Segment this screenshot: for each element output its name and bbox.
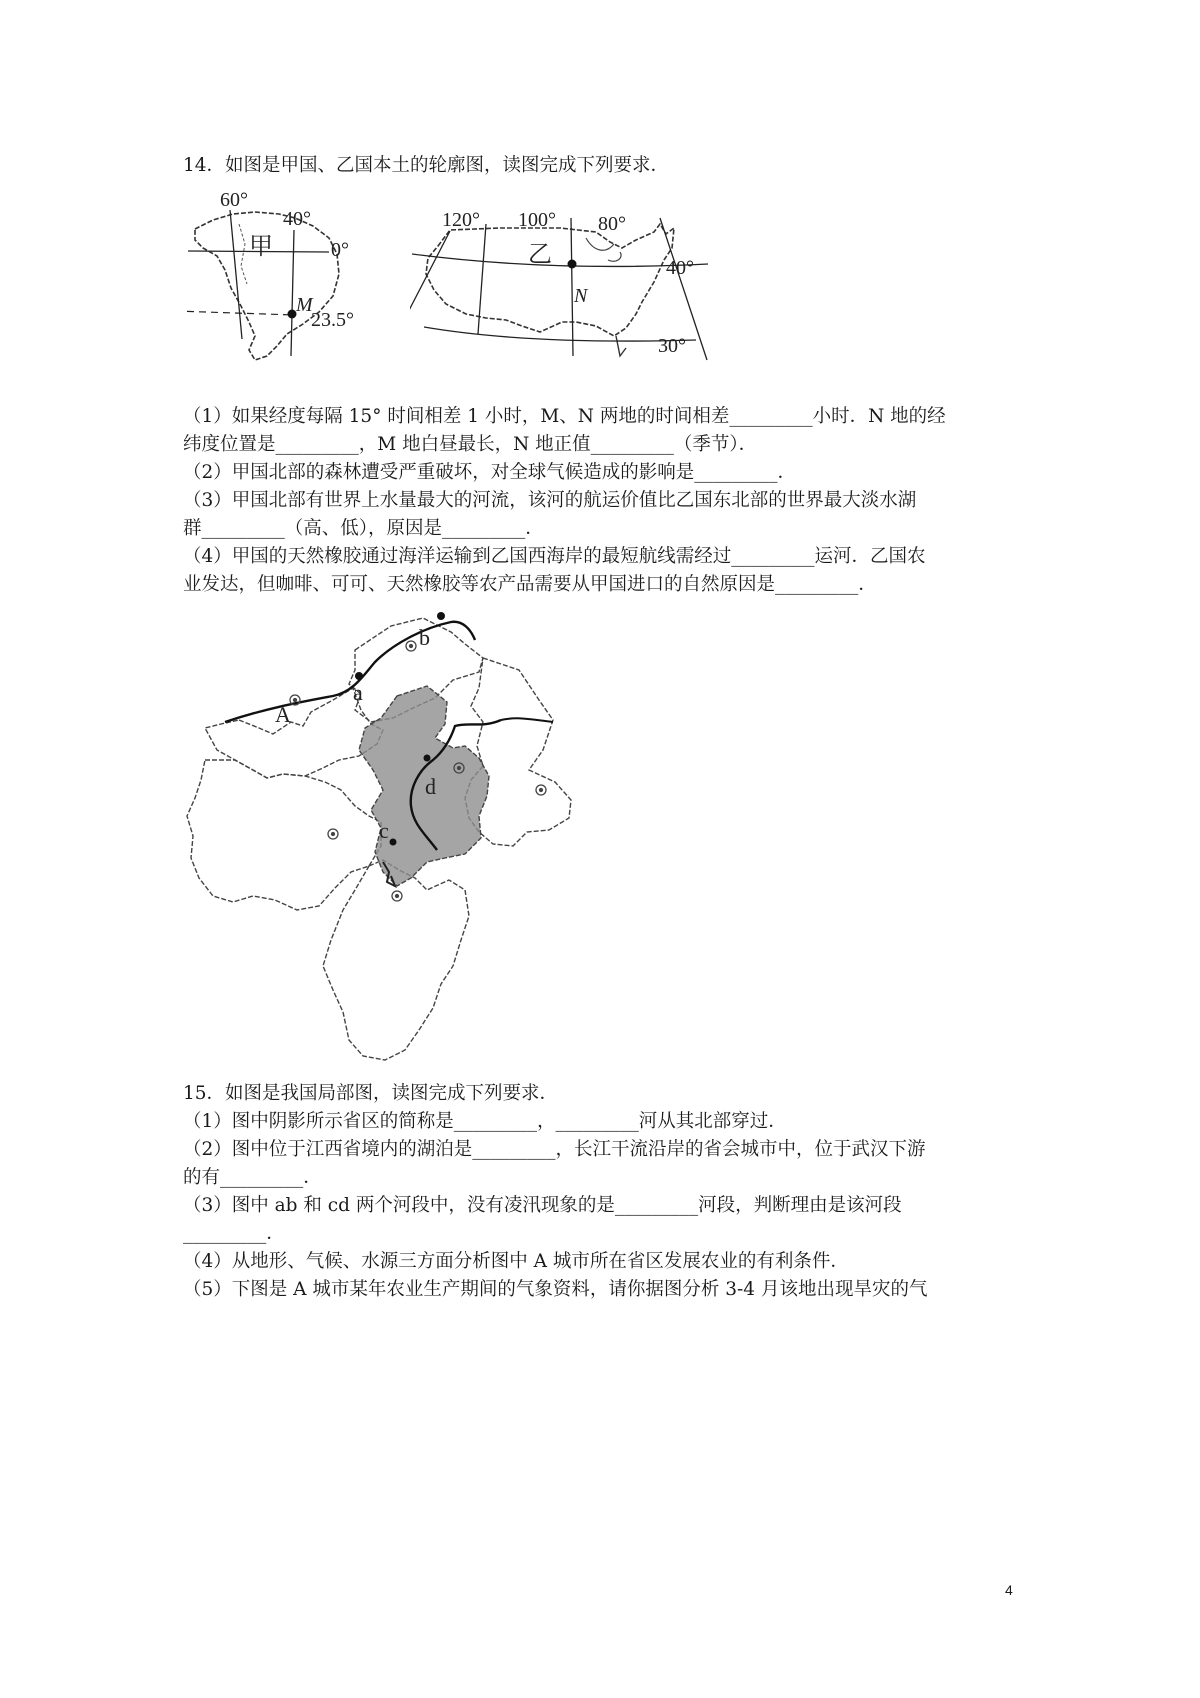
map-jia-tropic-label: 23.5° [311, 309, 354, 331]
q15-stem: 15．如图是我国局部图，读图完成下列要求． [183, 1083, 559, 1104]
q14-line-2: 纬度位置是_________，M 地白昼最长，N 地正值_________（季节）． [183, 434, 758, 455]
point-n-label: N [574, 285, 588, 307]
label-d: d [425, 774, 436, 799]
page-number: 4 [1005, 1582, 1013, 1598]
q14-stem: 14．如图是甲国、乙国本土的轮廓图，读图完成下列要求． [183, 155, 670, 176]
map-jia-lon-40-label: 40° [283, 208, 311, 230]
shaded-province [359, 686, 489, 886]
point-m-label: M [296, 294, 313, 316]
country-jia-label: 甲 [249, 234, 273, 260]
map-yi [410, 204, 720, 384]
q14-line-5: 群_________（高、低），原因是_________． [183, 518, 544, 539]
point-c-marker [390, 839, 397, 846]
map-jia [183, 184, 383, 394]
label-city-A: A [275, 702, 291, 727]
map-yi-lat-30-label: 30° [658, 335, 686, 357]
q15-line-3: 的有_________． [183, 1167, 322, 1188]
q14-line-1: （1）如果经度每隔 15° 时间相差 1 小时，M、N 两地的时间相差_________小时．N 地的经 [183, 406, 946, 427]
q15-line-7: （5）下图是 A 城市某年农业生产期间的气象资料，请你据图分析 3-4 月该地出现旱灾的气 [183, 1279, 928, 1300]
q15-line-5: _________． [183, 1223, 285, 1244]
country-yi-label: 乙 [528, 242, 552, 268]
map-jia-equator-label: 0° [331, 239, 349, 261]
point-a-marker [355, 672, 363, 680]
point-b-marker [437, 612, 445, 620]
map-china-region [183, 610, 613, 1070]
q15-line-2: （2）图中位于江西省境内的湖泊是_________，长江干流沿岸的省会城市中，位于武汉下游 [183, 1139, 926, 1160]
map-jia-lon-60-label: 60° [220, 189, 248, 211]
map-yi-lat-40-label: 40° [666, 257, 694, 279]
map-yi-lon-120-label: 120° [442, 209, 480, 231]
label-b: b [419, 625, 430, 650]
label-c: c [379, 818, 389, 843]
q15-line-1: （1）图中阴影所示省区的简称是_________，_________河从其北部穿过． [183, 1111, 787, 1132]
q14-line-6: （4）甲国的天然橡胶通过海洋运输到乙国西海岸的最短航线需经过_________运河．乙国农 [183, 546, 926, 567]
map-yi-lon-100-label: 100° [518, 209, 556, 231]
point-n-marker [568, 260, 577, 269]
label-a: a [353, 680, 363, 705]
q15-line-4: （3）图中 ab 和 cd 两个河段中，没有凌汛现象的是_________河段，判断理由是该河段 [183, 1195, 902, 1216]
q14-line-7: 业发达，但咖啡、可可、天然橡胶等农产品需要从甲国进口的自然原因是_________． [183, 574, 877, 595]
q14-line-4: （3）甲国北部有世界上水量最大的河流，该河的航运价值比乙国东北部的世界最大淡水湖 [183, 490, 917, 511]
point-d-marker [424, 755, 431, 762]
map-yi-lon-80-label: 80° [598, 213, 626, 235]
q15-line-6: （4）从地形、气候、水源三方面分析图中 A 城市所在省区发展农业的有利条件． [183, 1251, 849, 1272]
q14-line-3: （2）甲国北部的森林遭受严重破坏，对全球气候造成的影响是_________． [183, 462, 797, 483]
